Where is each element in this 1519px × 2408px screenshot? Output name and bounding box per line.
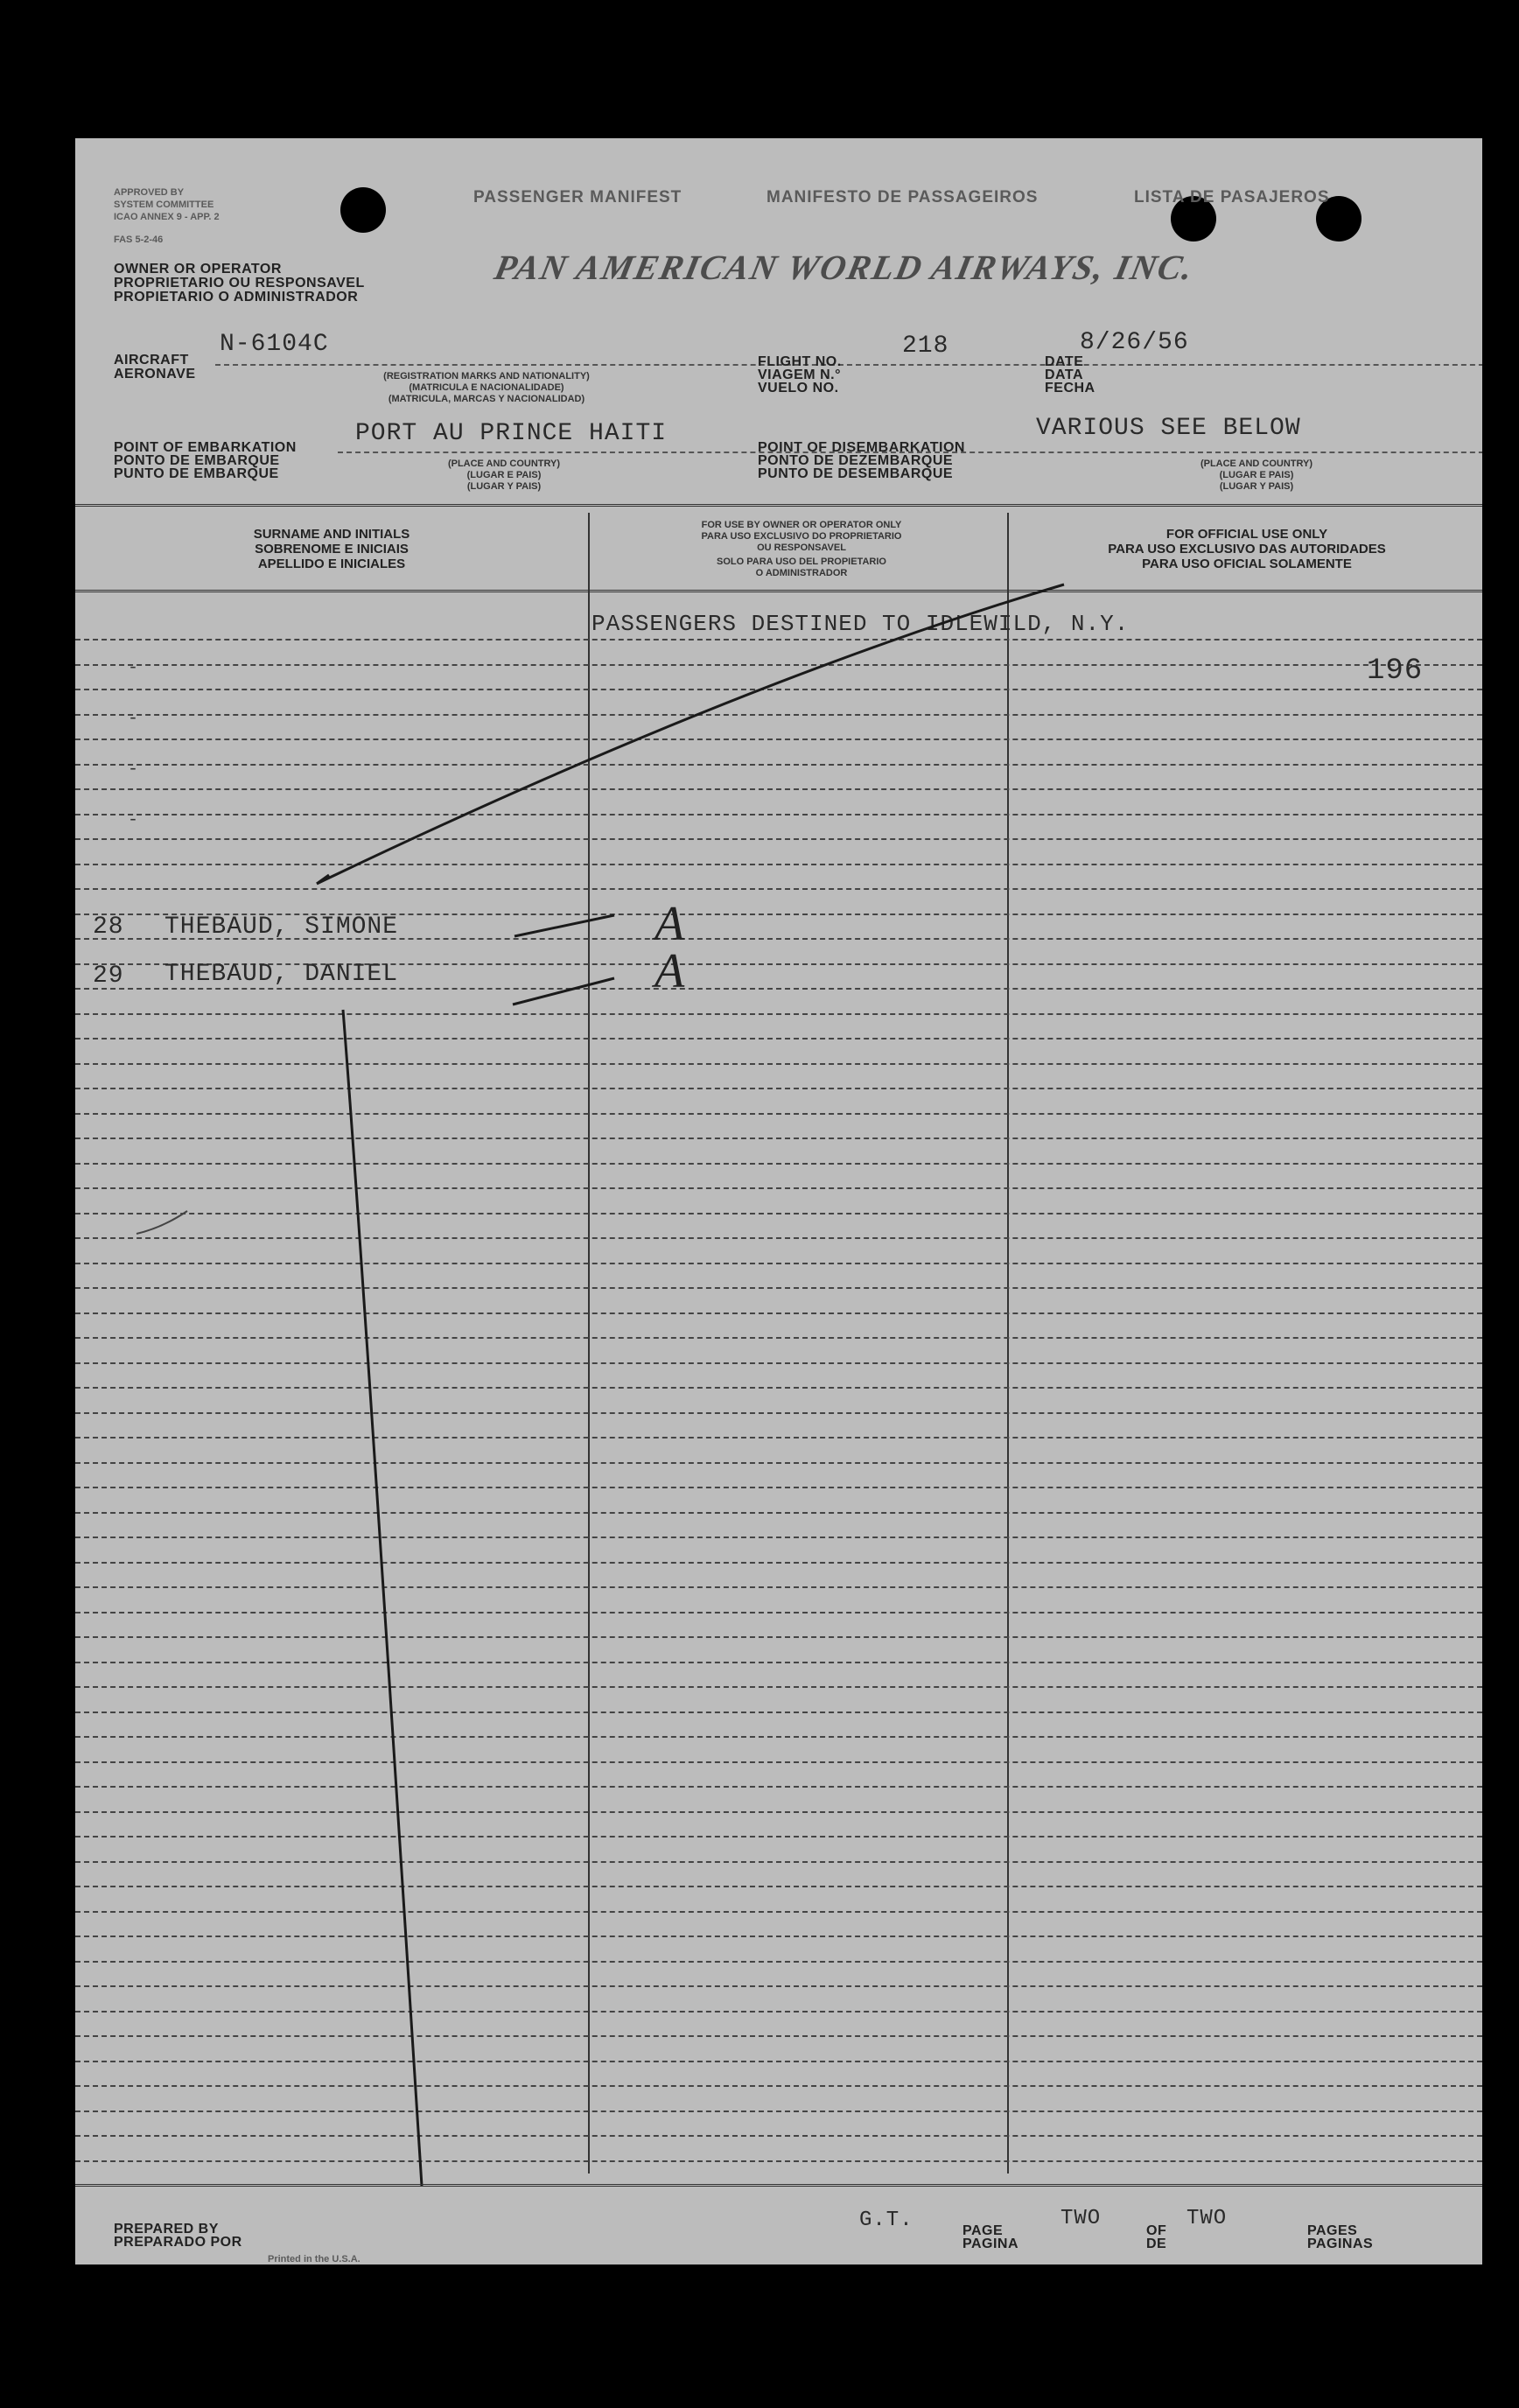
passenger-number: 29 [93,962,124,990]
column-header-owner: OU RESPONSAVEL [757,542,846,553]
owner-label: PROPIETARIO O ADMINISTRADOR [114,290,359,304]
passenger-mark: A [654,944,685,998]
place-note: (LUGAR E PAIS) [1219,470,1294,480]
disembarkation-value: VARIOUS SEE BELOW [1036,415,1301,442]
title-spanish: LISTA DE PASAJEROS [1134,188,1330,206]
place-note: (LUGAR Y PAIS) [466,481,542,492]
approval-line: ICAO ANNEX 9 - APP. 2 [114,212,220,222]
aircraft-label: AERONAVE [114,367,196,382]
flight-label: VUELO NO. [758,381,839,396]
page-value: TWO [1060,2207,1102,2230]
column-header-official: FOR OFFICIAL USE ONLY [1166,527,1328,542]
flight-label: VIAGEM N.° [758,368,841,382]
place-note: (PLACE AND COUNTRY) [1200,458,1313,469]
column-header-name: SURNAME AND INITIALS [253,527,410,542]
embarkation-label: PUNTO DE EMBARQUE [114,466,279,481]
destination-note: PASSENGERS DESTINED TO IDLEWILD, N.Y. [592,611,1130,637]
registration-note: (MATRICULA E NACIONALIDADE) [409,382,564,393]
flight-label: FLIGHT NO. [758,354,842,369]
pen-stroke [514,915,614,936]
place-note: (PLACE AND COUNTRY) [447,458,561,469]
of-label: OF [1146,2223,1167,2238]
total-pages-value: TWO [1186,2207,1228,2230]
aircraft-label: AIRCRAFT [114,353,189,368]
column-header-owner: PARA USO EXCLUSIVO DO PROPRIETARIO [701,531,902,542]
prepared-label: PREPARADO POR [114,2235,242,2250]
column-header-owner: FOR USE BY OWNER OR OPERATOR ONLY [701,520,902,530]
pen-strokes [75,138,1482,2264]
passenger-name: THEBAUD, SIMONE [164,914,399,941]
preparer-initials: G.T. [859,2208,914,2232]
owner-label: OWNER OR OPERATOR [114,262,282,276]
date-label: DATE [1045,354,1084,369]
date-label: FECHA [1045,381,1096,396]
registration-note: (REGISTRATION MARKS AND NATIONALITY) [383,371,590,382]
page-label: PAGINA [962,2236,1019,2251]
approval-line: APPROVED BY [114,187,185,198]
pages-label: PAGES [1307,2223,1358,2238]
date-value: 8/26/56 [1080,329,1189,356]
row-dash: - [128,760,139,780]
passenger-mark: A [654,897,685,951]
prepared-label: PREPARED BY [114,2222,219,2236]
disembarkation-label: PUNTO DE DESEMBARQUE [758,466,954,481]
embarkation-label: POINT OF EMBARKATION [114,440,297,455]
column-header-owner: SOLO PARA USO DEL PROPIETARIO [717,556,886,567]
flight-value: 218 [902,332,949,360]
column-header-name: APELLIDO E INICIALES [257,556,406,571]
airline-name: PAN AMERICAN WORLD AIRWAYS, INC. [491,248,1199,287]
place-note: (LUGAR E PAIS) [466,470,542,480]
row-dash: - [128,658,139,678]
pages-label: PAGINAS [1307,2236,1374,2251]
stamp-number: 196 [1367,654,1424,688]
pen-stroke [136,1211,187,1234]
approval-line: FAS 5-2-46 [114,234,164,245]
pen-stroke [343,1010,422,2186]
date-label: DATA [1045,368,1084,382]
row-dash: - [128,810,139,830]
passenger-number: 28 [93,914,124,941]
aircraft-value: N-6104C [220,331,329,358]
passenger-name: THEBAUD, DANIEL [164,961,399,988]
approval-line: SYSTEM COMMITTEE [114,200,214,210]
of-label: DE [1146,2236,1167,2251]
disembarkation-label: POINT OF DISEMBARKATION [758,440,965,455]
place-note: (LUGAR Y PAIS) [1219,481,1294,492]
print-note: Printed in the U.S.A. [268,2254,360,2264]
pen-stroke [317,584,1064,884]
row-dash: - [128,709,139,729]
embarkation-label: PONTO DE EMBARQUE [114,453,280,468]
owner-label: PROPRIETARIO OU RESPONSAVEL [114,276,365,290]
page-label: PAGE [962,2223,1004,2238]
embarkation-value: PORT AU PRINCE HAITI [355,420,668,447]
title-english: PASSENGER MANIFEST [473,188,682,206]
pen-stroke [513,978,614,1004]
column-header-official: PARA USO OFICIAL SOLAMENTE [1142,556,1352,571]
disembarkation-label: PONTO DE DEZEMBARQUE [758,453,954,468]
column-header-official: PARA USO EXCLUSIVO DAS AUTORIDADES [1108,542,1386,556]
column-header-name: SOBRENOME E INICIAIS [255,542,409,556]
registration-note: (MATRICULA, MARCAS Y NACIONALIDAD) [388,394,585,404]
column-header-owner: O ADMINISTRADOR [755,568,848,578]
table-bottom-rule [75,2184,1482,2187]
manifest-sheet [75,138,1482,2264]
title-portuguese: MANIFESTO DE PASSAGEIROS [766,188,1039,206]
